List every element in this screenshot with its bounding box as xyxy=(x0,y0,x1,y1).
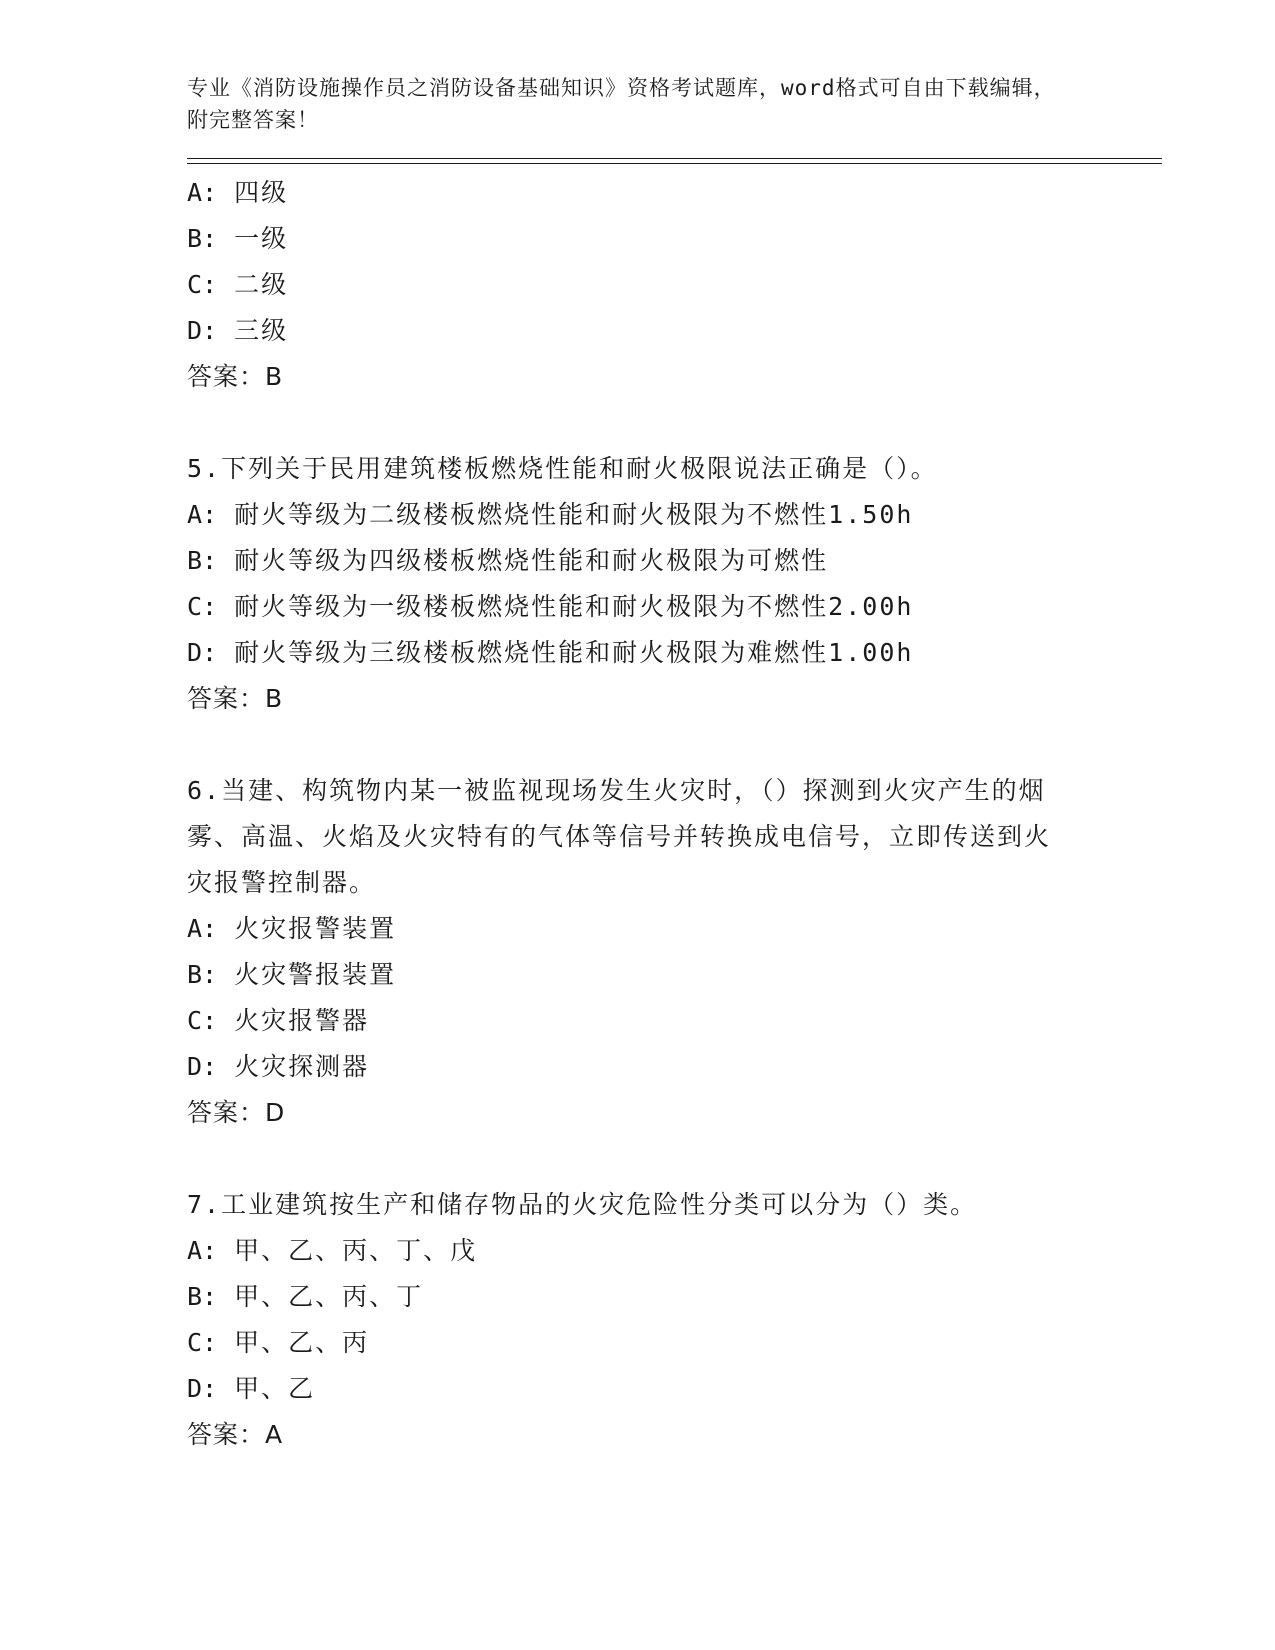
document-page xyxy=(187,72,1162,1458)
answer: 答案：D xyxy=(187,1098,286,1127)
answer: 答案：A xyxy=(187,1420,284,1449)
answer: 答案：B xyxy=(187,362,284,391)
option-d: D: 火灾探测器 xyxy=(187,1052,370,1081)
question-stem: 7.工业建筑按生产和储存物品的火灾危险性分类可以分为（）类。 xyxy=(187,1190,978,1219)
divider-line-top xyxy=(187,158,1162,159)
option-a: A: 甲、乙、丙、丁、戊 xyxy=(187,1236,478,1265)
option-b: B: 甲、乙、丙、丁 xyxy=(187,1282,424,1311)
option-c: C: 火灾报警器 xyxy=(187,1006,370,1035)
option-d: D: 三级 xyxy=(187,316,289,345)
option-a: A: 耐火等级为二级楼板燃烧性能和耐火极限为不燃性1.50h xyxy=(187,500,914,529)
option-a: A: 四级 xyxy=(187,178,289,207)
divider-line-bottom xyxy=(187,163,1162,164)
question-7 xyxy=(187,1182,1162,1458)
option-d: D: 耐火等级为三级楼板燃烧性能和耐火极限为难燃性1.00h xyxy=(187,638,914,667)
option-b: B: 火灾警报装置 xyxy=(187,960,397,989)
option-b: B: 一级 xyxy=(187,224,289,253)
question-fragment xyxy=(187,170,1162,400)
option-c: C: 二级 xyxy=(187,270,289,299)
question-6 xyxy=(187,768,1162,1136)
option-a: A: 火灾报警装置 xyxy=(187,914,397,943)
header-divider xyxy=(187,158,1162,164)
answer: 答案：B xyxy=(187,684,284,713)
question-stem: 5.下列关于民用建筑楼板燃烧性能和耐火极限说法正确是（）。 xyxy=(187,454,938,483)
question-5 xyxy=(187,446,1162,722)
option-b: B: 耐火等级为四级楼板燃烧性能和耐火极限为可燃性 xyxy=(187,546,829,575)
option-d: D: 甲、乙 xyxy=(187,1374,316,1403)
document-header: 专业《消防设施操作员之消防设备基础知识》资格考试题库，word格式可自由下载编辑，附完整答案！ xyxy=(187,76,1056,132)
option-c: C: 耐火等级为一级楼板燃烧性能和耐火极限为不燃性2.00h xyxy=(187,592,914,621)
question-stem: 6.当建、构筑物内某一被监视现场发生火灾时，（）探测到火灾产生的烟雾、高温、火焰及火灾特有的气体等信号并转换成电信号，立即传送到火灾报警控制器。 xyxy=(187,776,1052,897)
option-c: C: 甲、乙、丙 xyxy=(187,1328,370,1357)
